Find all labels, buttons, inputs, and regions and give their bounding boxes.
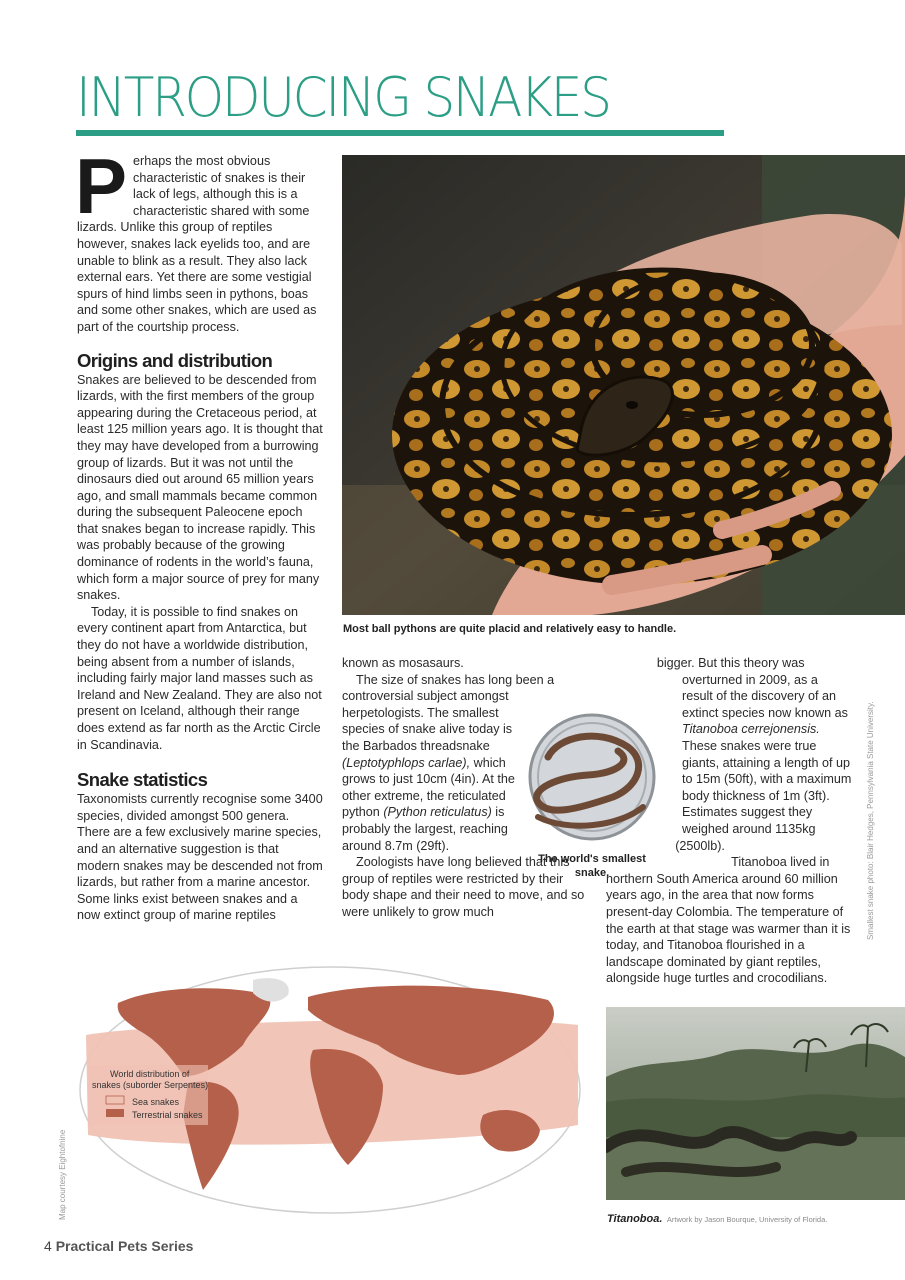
legend-sea: Sea snakes [132, 1097, 180, 1107]
map-credit: Map courtesy Eightofnine [58, 1129, 67, 1220]
ball-python-photo [342, 155, 905, 615]
titanoboa-caption-credit: Artwork by Jason Bourque, University of Florida. [666, 1215, 828, 1224]
python-caption: Most ball pythons are quite placid and relatively easy to handle. [343, 623, 677, 635]
series-name: Practical Pets Series [55, 1238, 194, 1254]
origins-paragraph-1: Snakes are believed to be descended from lizards, with the first members of the group appearing during the Cretaceous period, at least 125 million years ago. It is thought that they may have developed from a burrowing group of lizards. But it was not until the dinosaurs died out around 65 million years ago, and small mammals became common during the subsequent Paleocene epoch that snakes began to increase rapidly. This was probably because of the growing dominance of rodents in the world’s fauna, which form a major source of prey for many snakes. [77, 372, 323, 603]
legend-title-line1: World distribution of [110, 1069, 190, 1079]
title-underline [76, 130, 724, 136]
statistics-paragraph-1: Taxonomists currently recognise some 3400 species, divided amongst 500 genera. There are a few exclusively marine species, and an alternative suggestion is that modern snakes may be descended not from lizards, but rather from a marine ancestor. Some links exist between snakes and a now extinct group of marine reptiles [77, 792, 323, 923]
middle-paragraph-2: Zoologists have long believed that this group of reptiles were restricted by their body shape and their need to move, and so were unlikely to grow much [342, 855, 585, 919]
origins-heading: Origins and distribution [77, 349, 273, 371]
map-legend [92, 1069, 222, 1121]
page-number: 4 [44, 1238, 52, 1254]
legend-title-line2: snakes (suborder Serpentes) [92, 1080, 209, 1090]
intro-paragraph: Perhaps the most obvious characteristic of snakes is their lack of legs, although this is a characteristic shared with some lizards. Unlike this group of reptiles however, snakes lack eyelids too, and are unable to blink as a result. They also lack external ears. Yet there are some vestigial spurs of hind limbs seen in pythons, boas and some other snakes, which are used as part of the courtship process. [75, 142, 317, 334]
titanoboa-caption-name: Titanoboa. [607, 1213, 663, 1225]
page-footer [44, 1238, 193, 1254]
origins-paragraph-2: Today, it is possible to find snakes on every continent apart from Antarctica, but they do not have a worldwide distribution, being absent from a number of islands, including fairly major land masses such as Ireland and New Zealand. They are also not present on Iceland, although their range does extend as far north as the Arctic Circle in Scandinavia. [77, 604, 322, 752]
titanoboa-caption [607, 1209, 905, 1227]
right-column [606, 655, 852, 987]
titanoboa-illustration [606, 1007, 905, 1200]
left-column [75, 142, 324, 924]
right-paragraph-0: bigger. But this theory was overturned in 2009, as a result of the discovery of an extinct species now known as Titanoboa cerrejonensis. These snakes were true giants, attaining a length of up to 15m (50ft), with a maximum body thickness of 1m (3ft). Estimates suggest they weighed around 1135kg (2500lb). [606, 655, 852, 854]
middle-paragraph-0: known as mosasaurs. [342, 656, 464, 670]
ball-python-illustration [342, 155, 905, 615]
smallest-snake-credit: Smallest snake photo: Blair Hedges, Pennsylvania State University. [866, 701, 875, 940]
right-paragraph-1: Titanoboa lived in northern South America around 60 million years ago, in the area that now forms present-day Colombia. The temperature of the earth at that stage was warmer than it is today, and Titanoboa flourished in a landscape dominated by giant reptiles, alongside huge turtles and crocodilians. [606, 855, 851, 986]
titanoboa-artwork [606, 1007, 905, 1200]
world-distribution-map [78, 965, 583, 1215]
dropcap: P [75, 142, 128, 230]
smallest-snake-caption: The world's smallest snake. [538, 853, 646, 879]
middle-paragraph-1: The size of snakes has long been a controversial subject amongst herpetologists. The smallest species of snake alive today is the Barbados threadsnake (Leptotyphlops carlae), which grows to just 10cm (4in). At the other extreme, the reticulated python (Python reticulatus) is probably the largest, reaching around 8.7m (29ft). [342, 672, 587, 855]
statistics-heading: Snake statistics [77, 769, 208, 791]
legend-terrestrial: Terrestrial snakes [132, 1110, 203, 1120]
page-title: INTRODUCING SNAKES [76, 66, 610, 129]
wrap-spacer-right [606, 675, 682, 865]
